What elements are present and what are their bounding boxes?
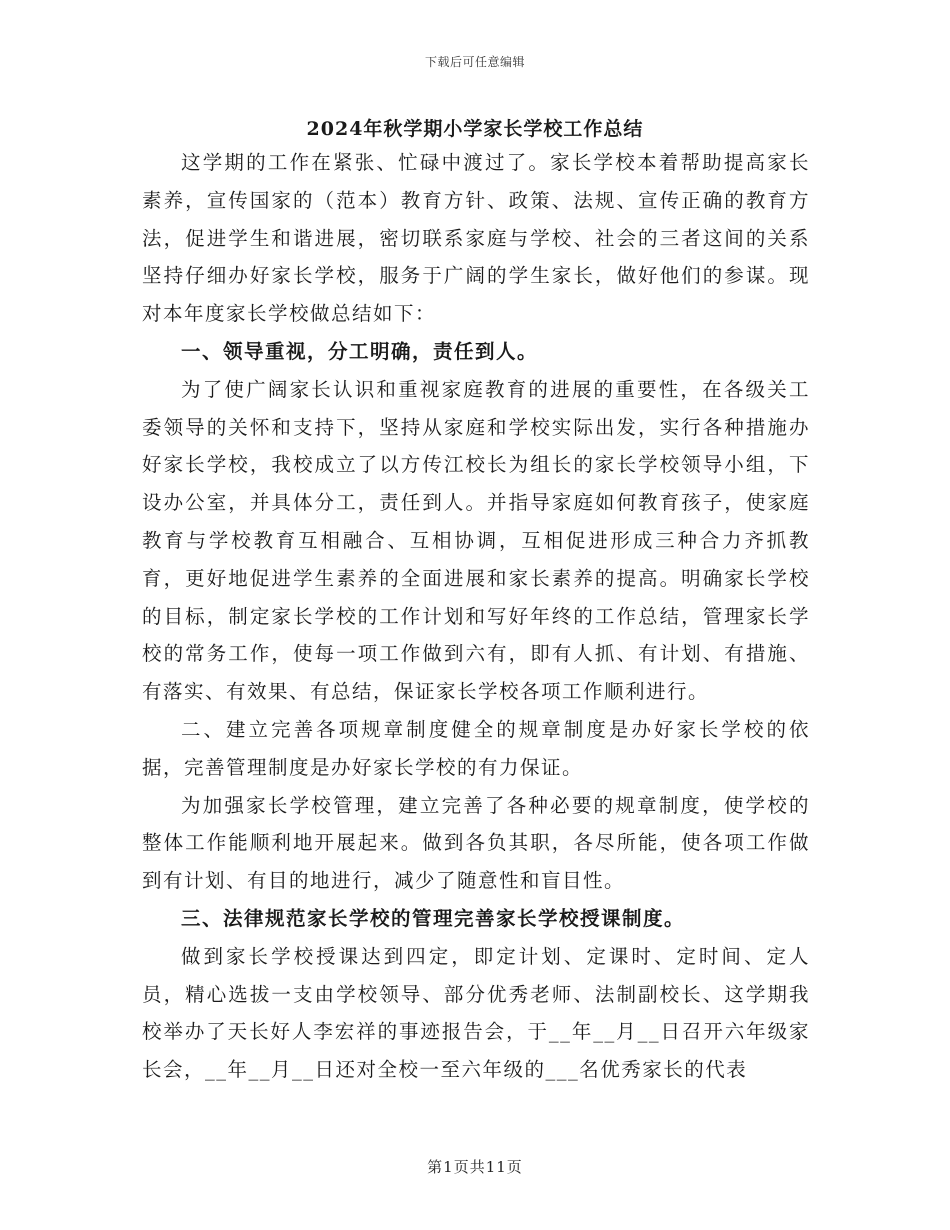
section-2-paragraph: 为加强家长学校管理，建立完善了各种必要的规章制度，使学校的整体工作能顺利地开展起来。做到各负其职，各尽所能，使各项工作做到有计划、有目的地进行，减少了随意性和盲目性。 xyxy=(142,793,810,893)
page-number-footer: 第1页共11页 xyxy=(427,1158,523,1176)
page-header-note: 下载后可任意编辑 xyxy=(424,55,525,69)
section-3-paragraph: 做到家长学校授课达到四定，即定计划、定课时、定时间、定人员，精心选拔一支由学校领导、部分优秀老师、法制副校长、这学期我校举办了天长好人李宏祥的事迹报告会，于__年__月__日召开六年级家长会，__年__月__日还对全校一至六年级的___名优秀家长的代表 xyxy=(142,944,810,1082)
document-title: 2024年秋学期小学家长学校工作总结 xyxy=(306,118,644,140)
intro-paragraph: 这学期的工作在紧张、忙碌中渡过了。家长学校本着帮助提高家长素养，宣传国家的（范本）教育方针、政策、法规、宣传正确的教育方法，促进学生和谐进展，密切联系家庭与学校、社会的三者这间的关系坚持仔细办好家长学校，服务于广阔的学生家长，做好他们的参谋。现对本年度家长学校做总结如下： xyxy=(142,151,810,326)
section-heading-3: 三、法律规范家长学校的管理完善家长学校授课制度。 xyxy=(181,906,686,930)
document-body xyxy=(142,144,810,1089)
section-heading-2: 二、建立完善各项规章制度健全的规章制度是办好家长学校的依据，完善管理制度是办好家长学校的有力保证。 xyxy=(142,717,810,779)
section-heading-1: 一、领导重视，分工明确，责任到人。 xyxy=(181,339,539,363)
section-1-paragraph: 为了使广阔家长认识和重视家庭教育的进展的重要性，在各级关工委领导的关怀和支持下，坚持从家庭和学校实际出发，实行各种措施办好家长学校，我校成立了以方传江校长为组长的家长学校领导小组，下设办公室，并具体分工，责任到人。并指导家庭如何教育孩子，使家庭教育与学校教育互相融合、互相协调，互相促进形成三种合力齐抓教育，更好地促进学生素养的全面进展和家长素养的提高。明确家长学校的目标，制定家长学校的工作计划和写好年终的工作总结，管理家长学校的常务工作，使每一项工作做到六有，即有人抓、有计划、有措施、有落实、有效果、有总结，保证家长学校各项工作顺利进行。 xyxy=(142,377,810,704)
